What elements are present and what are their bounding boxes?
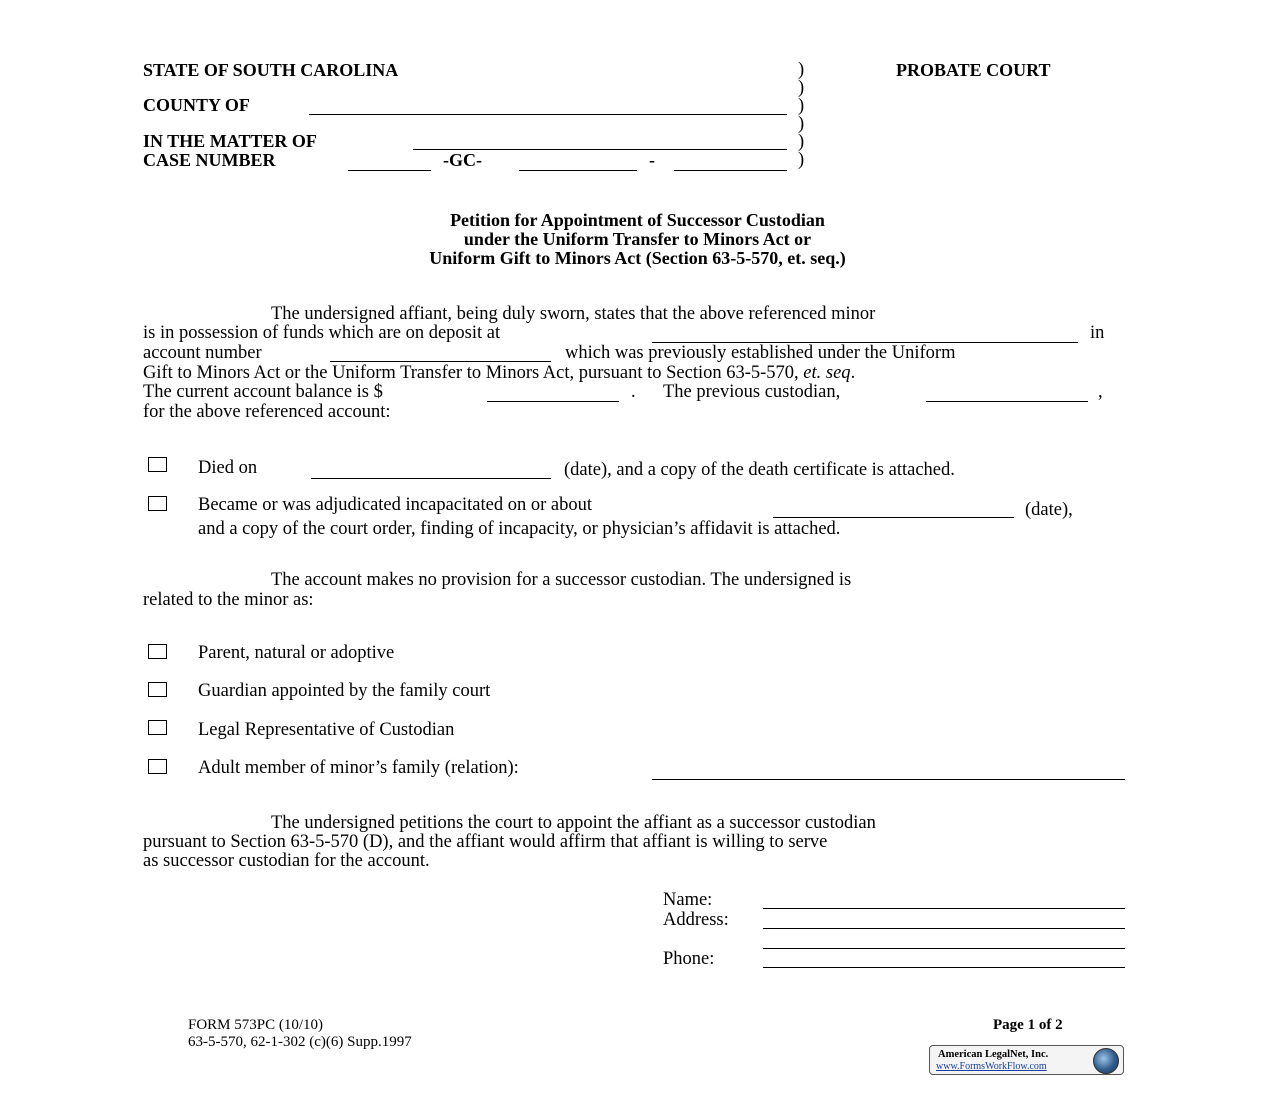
phone-label: Phone: [663, 949, 715, 969]
intro-line-3: account number [143, 343, 262, 363]
phone-field[interactable] [763, 967, 1125, 968]
family-member-checkbox[interactable] [148, 759, 167, 774]
relation-option: Legal Representative of Custodian [198, 720, 455, 740]
relation-option: Adult member of minor’s family (relation): [198, 758, 519, 778]
form-title-line-1: Petition for Appointment of Successor Custodian [450, 210, 825, 230]
american-legalnet-logo[interactable] [929, 1045, 1124, 1075]
caption-paren: ) [798, 132, 805, 152]
legal-representative-checkbox[interactable] [148, 720, 167, 735]
parent-checkbox[interactable] [148, 644, 167, 659]
matter-label: IN THE MATTER OF [143, 131, 317, 151]
incapacity-date-field[interactable] [773, 517, 1014, 518]
case-number-field-3[interactable] [674, 170, 787, 171]
caption-paren: ) [798, 114, 805, 134]
account-number-field[interactable] [330, 361, 551, 362]
address-label: Address: [663, 910, 729, 930]
logo-company-name: American LegalNet, Inc. [938, 1049, 1049, 1060]
name-label: Name: [663, 890, 713, 910]
name-field[interactable] [763, 908, 1125, 909]
relation-option: Guardian appointed by the family court [198, 681, 491, 701]
intro-in: in [1090, 323, 1105, 343]
form-id: FORM 573PC (10/10) [188, 1017, 324, 1033]
state-heading: STATE OF SOUTH CAROLINA [143, 60, 399, 80]
case-number-gc: -GC- [443, 150, 482, 170]
county-label: COUNTY OF [143, 95, 250, 115]
form-title-line-2: under the Uniform Transfer to Minors Act or [463, 229, 812, 249]
address-field-1[interactable] [763, 928, 1125, 929]
intro-period: . [631, 382, 636, 402]
intro-line-3b: which was previously established under the Uniform [565, 343, 956, 363]
petition-line-1: The undersigned petitions the court to appoint the affiant as a successor custodian [271, 813, 876, 833]
death-date-field[interactable] [311, 478, 551, 479]
form-title-line-3: Uniform Gift to Minors Act (Section 63-5-570, et. seq.) [429, 248, 846, 268]
incapacitated-checkbox[interactable] [148, 496, 167, 511]
died-suffix: (date), and a copy of the death certificate is attached. [564, 460, 955, 480]
relation-line-1: The account makes no provision for a successor custodian. The undersigned is [271, 570, 852, 590]
globe-icon [1093, 1048, 1119, 1074]
case-number-field-1[interactable] [348, 170, 431, 171]
caption-paren: ) [798, 150, 805, 170]
incapacitated-suffix: (date), [1025, 500, 1073, 520]
intro-line-2: is in possession of funds which are on deposit at [143, 323, 501, 343]
previous-custodian-field[interactable] [926, 401, 1088, 402]
family-relation-field[interactable] [652, 779, 1125, 780]
incapacitated-line-2: and a copy of the court order, finding of incapacity, or physician’s affidavit is attached. [198, 519, 841, 539]
statute-reference: 63-5-570, 62-1-302 (c)(6) Supp.1997 [188, 1034, 412, 1050]
account-balance-field[interactable] [487, 401, 619, 402]
intro-previous-custodian: The previous custodian, [663, 382, 841, 402]
intro-line-4: Gift to Minors Act or the Uniform Transfer to Minors Act, pursuant to Section 63-5-570, et. seq. [143, 363, 856, 383]
address-field-2[interactable] [763, 948, 1125, 949]
caption-paren: ) [798, 96, 805, 116]
guardian-checkbox[interactable] [148, 682, 167, 697]
county-field[interactable] [309, 114, 787, 115]
intro-line-5: The current account balance is $ [143, 382, 383, 402]
intro-comma: , [1098, 382, 1103, 402]
logo-url-link[interactable]: www.FormsWorkFlow.com [936, 1061, 1047, 1072]
case-number-field-2[interactable] [519, 170, 637, 171]
intro-line-1: The undersigned affiant, being duly sworn, states that the above referenced minor [271, 304, 876, 324]
petition-line-2: pursuant to Section 63-5-570 (D), and the affiant would affirm that affiant is willing to serve [143, 832, 828, 852]
petition-line-3: as successor custodian for the account. [143, 851, 430, 871]
case-number-dash: - [649, 150, 655, 170]
died-label: Died on [198, 458, 258, 478]
relation-option: Parent, natural or adoptive [198, 643, 395, 663]
caption-paren: ) [798, 60, 805, 80]
incapacitated-label: Became or was adjudicated incapacitated on or about [198, 495, 592, 515]
died-checkbox[interactable] [148, 457, 167, 472]
intro-line-6: for the above referenced account: [143, 402, 391, 422]
relation-line-2: related to the minor as: [143, 590, 314, 610]
case-number-label: CASE NUMBER [143, 150, 276, 170]
page-number: Page 1 of 2 [993, 1017, 1063, 1033]
court-heading: PROBATE COURT [896, 60, 1051, 80]
caption-paren: ) [798, 78, 805, 98]
